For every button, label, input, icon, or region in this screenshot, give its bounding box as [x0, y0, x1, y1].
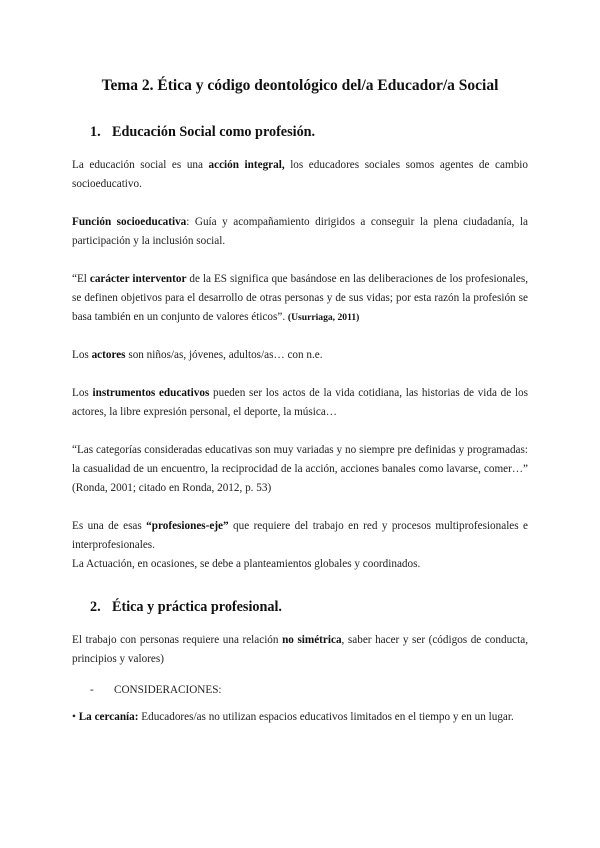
- bold-term: acción integral,: [208, 159, 285, 171]
- paragraph-actuacion: La Actuación, en ocasiones, se debe a planteamientos globales y coordinados.: [72, 558, 421, 570]
- text-run: Los: [72, 387, 93, 399]
- bold-term: instrumentos educativos: [92, 387, 210, 399]
- text-run: los educadores sociales somos agentes de cambio socioeducativo.: [72, 159, 528, 190]
- list-item-label: CONSIDERACIONES:: [114, 684, 222, 696]
- paragraph-profesiones-eje: [72, 517, 528, 555]
- bold-term: carácter interventor: [89, 273, 187, 285]
- bold-term: La cercanía:: [78, 711, 139, 723]
- bold-term: “profesiones-eje”: [146, 520, 229, 532]
- section-heading-1: [72, 122, 528, 142]
- text-run: La educación social es una: [72, 159, 209, 171]
- section-heading-2: [72, 597, 528, 617]
- section-number: 2.: [90, 599, 101, 615]
- section-title: Educación Social como profesión.: [112, 124, 316, 140]
- text-run: Es una de esas: [72, 520, 147, 532]
- bold-term: Función socioeducativa: [72, 216, 187, 228]
- paragraph-instrumentos: [72, 384, 528, 422]
- paragraph-quote-ronda: “Las categorías consideradas educativas son muy variadas y no siempre pre definidas y programadas: la casualidad de un encuentro, la reciprocidad de la acción, acciones banales como lavarse, comer…” (Ronda, 2001; citado en Ronda, 2012, p. 53): [72, 444, 528, 494]
- paragraph-actores: [72, 346, 528, 365]
- section-number: 1.: [90, 124, 101, 140]
- list-item-consideraciones: [90, 681, 528, 700]
- text-run: son niños/as, jóvenes, adultos/as… con n.e.: [125, 349, 323, 361]
- section-title: Ética y práctica profesional.: [112, 599, 282, 615]
- paragraph-cercania: [72, 708, 528, 727]
- bullet: •: [72, 711, 79, 723]
- text-run: de la ES significa que basándose en las deliberaciones de los profesionales, se definen objetivos para el desarrollo de otras personas y de sus vidas; por esta razón la profesión se basa también en un conjunto de valores éticos”.: [72, 273, 528, 323]
- text-run: El trabajo con personas requiere una relación: [72, 634, 283, 646]
- document-title: Tema 2. Ética y código deontológico del/a Educador/a Social: [101, 77, 499, 94]
- paragraph-education-social: [72, 156, 528, 194]
- text-run: “El: [72, 273, 90, 285]
- dash-bullet: -: [90, 684, 94, 696]
- text-run: pueden ser los actos de la vida cotidiana, las historias de vida de los actores, la libre expresión personal, el deporte, la música…: [72, 387, 528, 418]
- bold-term: actores: [91, 349, 126, 361]
- bold-term: no simétrica: [282, 634, 342, 646]
- paragraph-caracter: [72, 270, 528, 327]
- text-run: Educadores/as no utilizan espacios educativos limitados en el tiempo y en un lugar.: [138, 711, 514, 723]
- text-run: Los: [72, 349, 92, 361]
- citation: (Usurriaga, 2011): [287, 312, 360, 323]
- text-run: , saber hacer y ser (códigos de conducta, principios y valores): [72, 634, 528, 665]
- paragraph-funcion: [72, 213, 528, 251]
- paragraph-trabajo: [72, 631, 528, 669]
- text-run: : Guía y acompañamiento dirigidos a conseguir la plena ciudadanía, la participación y la inclusión social.: [72, 216, 528, 247]
- text-run: que requiere del trabajo en red y procesos multiprofesionales e interprofesionales.: [72, 520, 529, 551]
